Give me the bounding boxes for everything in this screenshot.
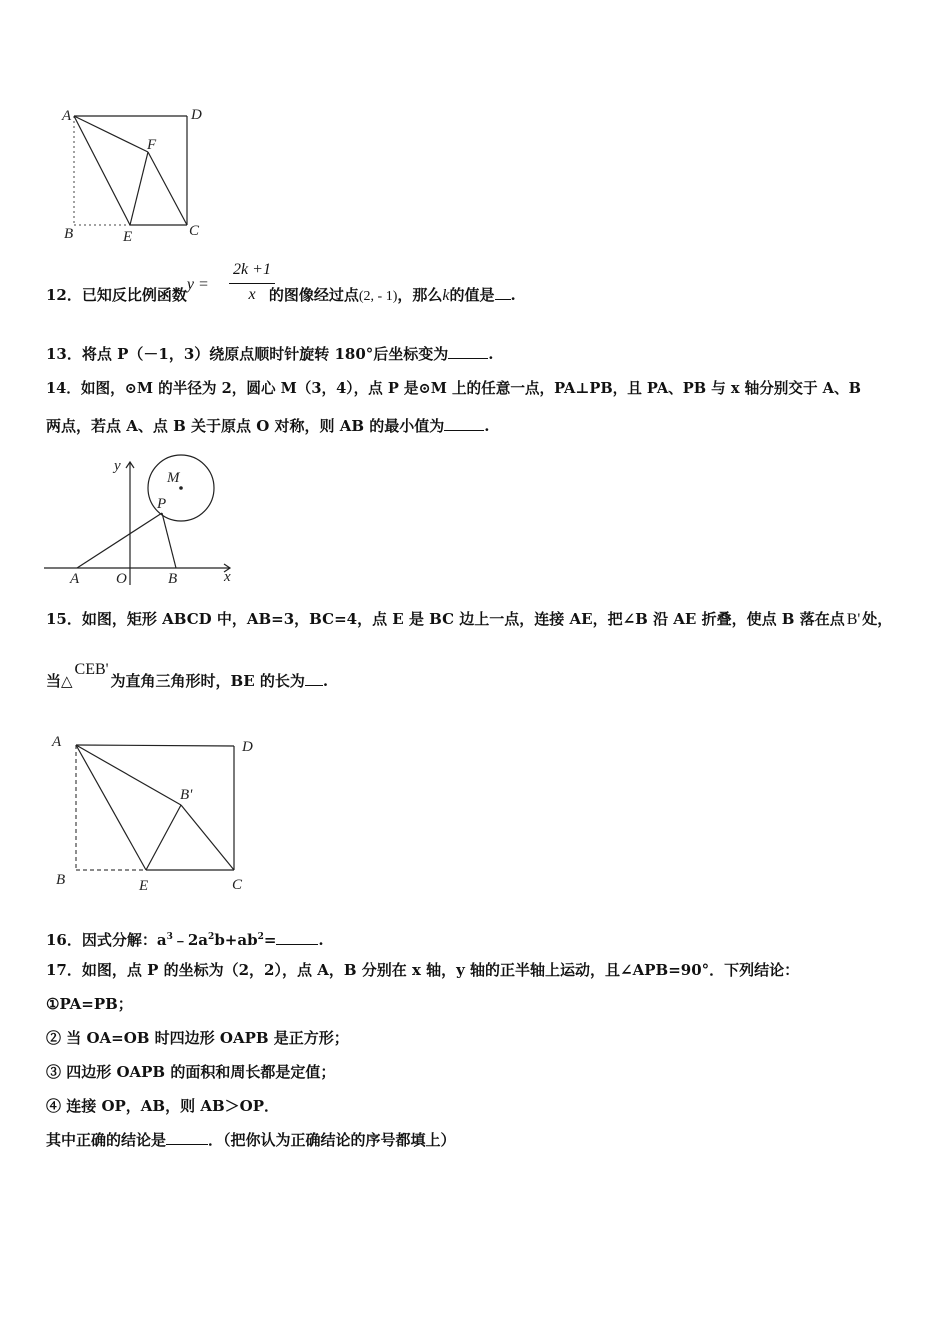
fig3-label-a: A	[52, 734, 62, 750]
fig2-label-o: O	[116, 571, 127, 587]
q17-ask-prefix: 其中正确的结论是	[46, 1131, 167, 1149]
fig1-label-b: B	[64, 226, 74, 242]
q17-blank	[166, 1130, 208, 1145]
q12-after-point: ，那么	[397, 286, 443, 304]
fig1-label-a: A	[62, 108, 72, 124]
q17-conclusion-3: ③ 四边形 OAPB 的面积和周长都是定值；	[46, 1063, 336, 1081]
q17-conclusion-2: ② 当 OA=OB 时四边形 OAPB 是正方形；	[46, 1029, 349, 1047]
q17-conclusion-4: ④ 连接 OP，AB，则 AB＞OP．	[46, 1097, 279, 1115]
q12-suffix: 的值是	[449, 286, 495, 304]
q15-end: .	[322, 672, 329, 690]
q12-denominator: x	[248, 286, 256, 303]
figure-rectangle-fold	[46, 724, 266, 899]
q14-line1: 14．如图，⊙M 的半径为 2，圆心 M（3，4），点 P 是⊙M 上的任意一点，PA⊥PB，且 PA、PB 与 x 轴分别交于 A、B	[46, 380, 861, 397]
q13-text	[46, 344, 494, 364]
q16-end: .	[318, 931, 324, 949]
q16-mid3: =	[263, 931, 277, 949]
q15-bprime: B'	[846, 611, 861, 628]
q16-text	[46, 927, 324, 950]
q16-mid2: b+ab	[214, 931, 258, 949]
q13-blank	[448, 344, 488, 359]
q16-mid1: ﹣2a	[172, 931, 209, 949]
q14-end: .	[484, 417, 490, 435]
fig1-label-f: F	[147, 137, 157, 153]
fig3-label-d: D	[242, 739, 253, 755]
fig3-label-b: B	[56, 872, 66, 888]
fig3-label-c: C	[232, 877, 243, 893]
fig3-label-e: E	[139, 878, 149, 894]
q16-blank	[276, 930, 318, 945]
q12-end: .	[510, 286, 516, 304]
q14-line2-text: 两点，若点 A、点 B 关于原点 O 对称，则 AB 的最小值为	[46, 417, 445, 435]
q12-blank	[495, 285, 511, 300]
q12-k: k	[442, 287, 450, 304]
fig2-label-b: B	[168, 571, 178, 587]
q16-power-3: 2	[257, 932, 264, 942]
q12-text	[46, 276, 516, 307]
q17-ask	[46, 1130, 456, 1150]
q12-point: (2, - 1)	[358, 289, 398, 304]
fig2-label-m: M	[167, 470, 180, 486]
q15-blank	[305, 671, 323, 686]
q13-end: .	[488, 345, 494, 363]
q15-line1-end: 处，	[862, 610, 893, 628]
q13-stem: 13．将点 P（－1，3）绕原点顺时针旋转 180°后坐标变为	[46, 345, 449, 363]
q12-prefix: 12．已知反比例函数	[46, 286, 187, 304]
q17-conclusion-1: ①PA=PB；	[46, 995, 133, 1013]
fig2-label-y: y	[114, 458, 121, 474]
fig2-label-p: P	[157, 496, 167, 512]
q15-line2	[46, 661, 329, 692]
fig1-label-e: E	[123, 229, 133, 245]
q15-line1-text: 15．如图，矩形 ABCD 中，AB=3，BC=4，点 E 是 BC 边上一点，连接 AE，把∠B 沿 AE 折叠，使点 B 落在点	[46, 610, 845, 628]
q15-line1	[46, 609, 892, 630]
q12-y-eq: y =	[186, 276, 209, 293]
fig2-label-a: A	[70, 571, 80, 587]
q14-blank	[444, 416, 484, 431]
q17-ask-suffix: ．（把你认为正确结论的序号都填上）	[208, 1131, 456, 1149]
figure-square-fold	[56, 100, 216, 250]
q16-power-2: 2	[208, 932, 215, 942]
q15-ceb: CEB'	[74, 661, 109, 678]
fig1-label-c: C	[189, 223, 200, 239]
q14-line2	[46, 416, 490, 436]
figure-circle-axes	[40, 450, 240, 590]
fig1-label-d: D	[191, 107, 202, 123]
q15-line2-mid: 为直角三角形时，BE 的长为	[110, 672, 305, 690]
q17-stem: 17．如图，点 P 的坐标为（2，2），点 A，B 分别在 x 轴，y 轴的正半轴上运动，且∠APB=90°．下列结论：	[46, 961, 800, 979]
fig3-label-bprime: B'	[180, 787, 193, 803]
q12-mid: 的图像经过点	[268, 286, 359, 304]
q15-line2-prefix: 当△	[46, 672, 73, 690]
fig2-label-x: x	[224, 569, 231, 585]
q16-prefix: 16．因式分解：a	[46, 931, 167, 949]
q16-power-1: 3	[166, 932, 173, 942]
q12-numerator: 2k +1	[233, 261, 271, 278]
